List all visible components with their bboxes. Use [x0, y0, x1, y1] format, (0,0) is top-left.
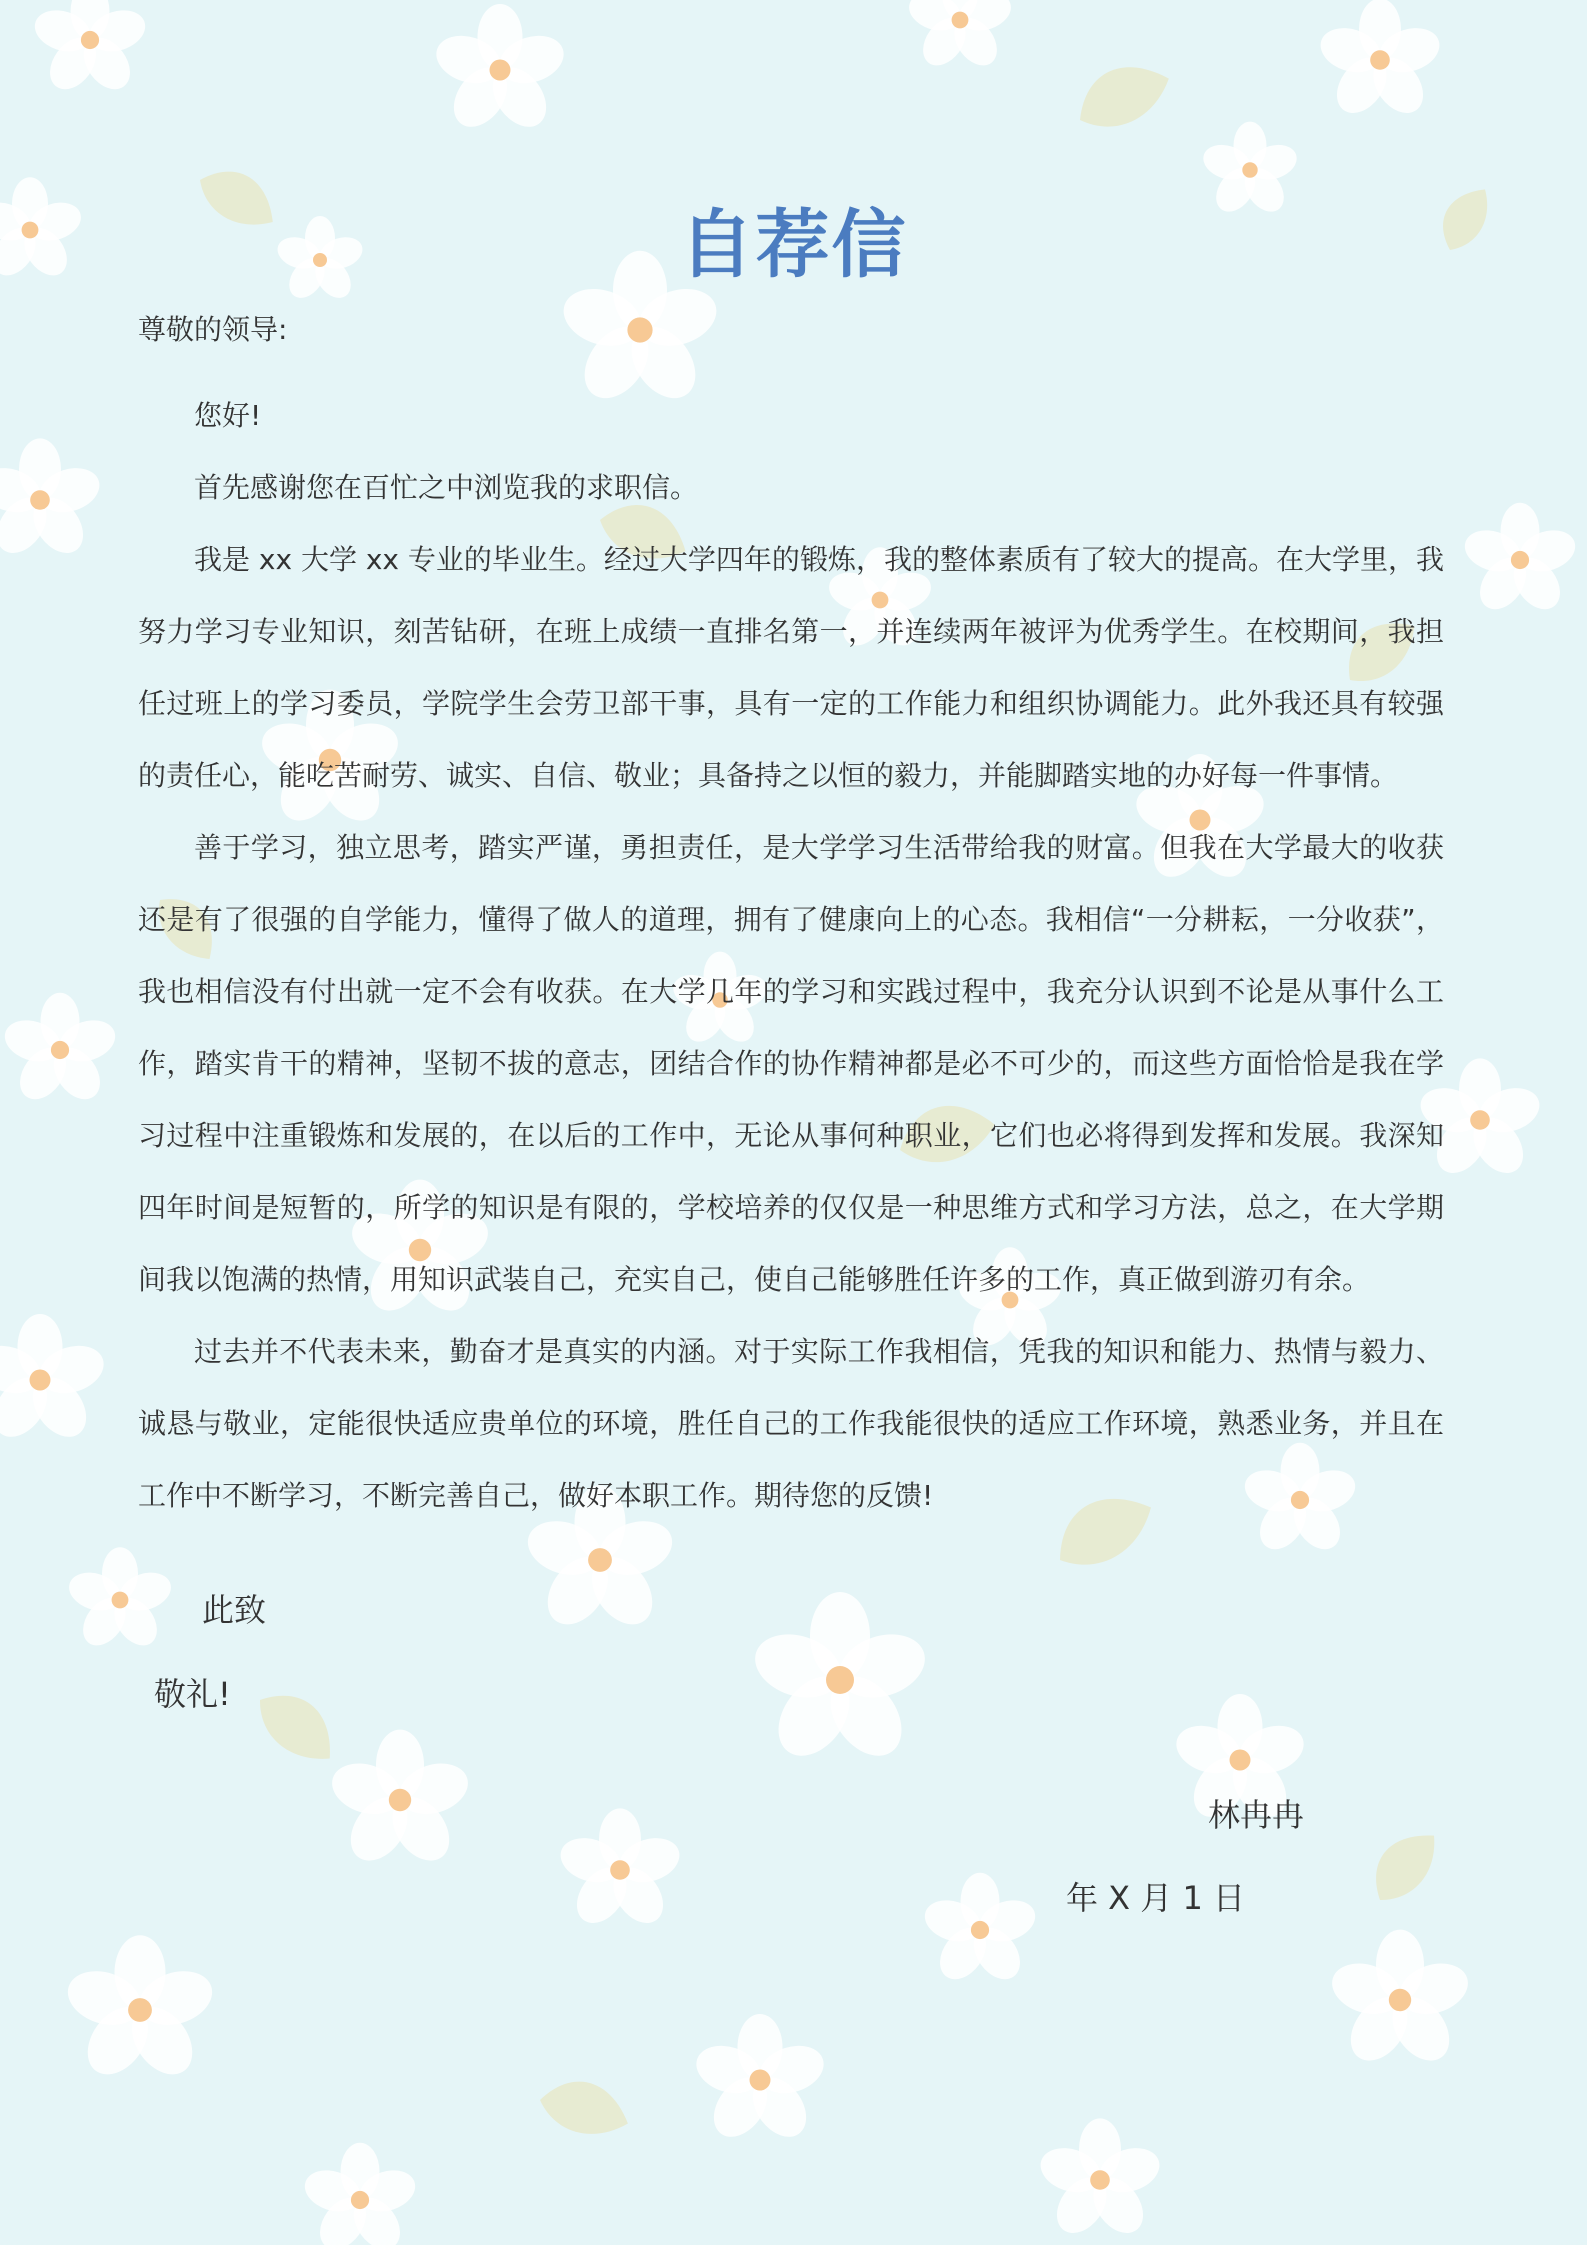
paragraph-thanks: 首先感谢您在百忙之中浏览我的求职信。 — [194, 471, 699, 504]
paragraph-conclusion: 过去并不代表未来，勤奋才是真实的内涵。对于实际工作我相信，凭我的知识和能力、热情与毅力、诚恳与敬业，定能很快适应贵单位的环境，胜任自己的工作我能很快的适应工作环境，熟悉业务，并且在工作中不断学习，不断完善自己，做好本职工作。期待您的反馈! — [138, 1335, 1444, 1512]
closing-regards: 敬礼! — [154, 1675, 231, 1713]
paragraph-introduction: 我是 xx 大学 xx 专业的毕业生。经过大学四年的锻炼，我的整体素质有了较大的提高。在大学里，我努力学习专业知识，刻苦钻研，在班上成绩一直排名第一，并连续两年被评为优秀学生。在校期间，我担任过班上的学习委员，学院学生会劳卫部干事，具有一定的工作能力和组织协调能力。此外我还具有较强的责任心，能吃苦耐劳、诚实、自信、敬业；具备持之以恒的毅力，并能脚踏实地的办好每一件事情。 — [138, 543, 1444, 792]
signature-date: 年 X 月 1 日 — [1066, 1879, 1245, 1917]
letter-body — [138, 380, 1444, 1532]
paragraph-learning: 善于学习，独立思考，踏实严谨，勇担责任，是大学学习生活带给我的财富。但我在大学最大的收获还是有了很强的自学能力，懂得了做人的道理，拥有了健康向上的心态。我相信“一分耕耘，一分收获”，我也相信没有付出就一定不会有收获。在大学几年的学习和实践过程中，我充分认识到不论是从事什么工作，踏实肯干的精神，坚韧不拔的意志，团结合作的协作精神都是必不可少的，而这些方面恰恰是我在学习过程中注重锻炼和发展的，在以后的工作中，无论从事何种职业，它们也必将得到发挥和发展。我深知四年时间是短暂的，所学的知识是有限的，学校培养的仅仅是一种思维方式和学习方法，总之，在大学期间我以饱满的热情，用知识武装自己，充实自己，使自己能够胜任许多的工作，真正做到游刃有余。 — [138, 831, 1444, 1296]
paragraph-hello: 您好! — [194, 399, 262, 432]
signature-name: 林冉冉 — [1208, 1796, 1305, 1834]
letter-title: 自荐信 — [679, 202, 908, 288]
letter-salutation: 尊敬的领导: — [138, 313, 288, 346]
closing-salutation: 此致 — [202, 1591, 267, 1629]
